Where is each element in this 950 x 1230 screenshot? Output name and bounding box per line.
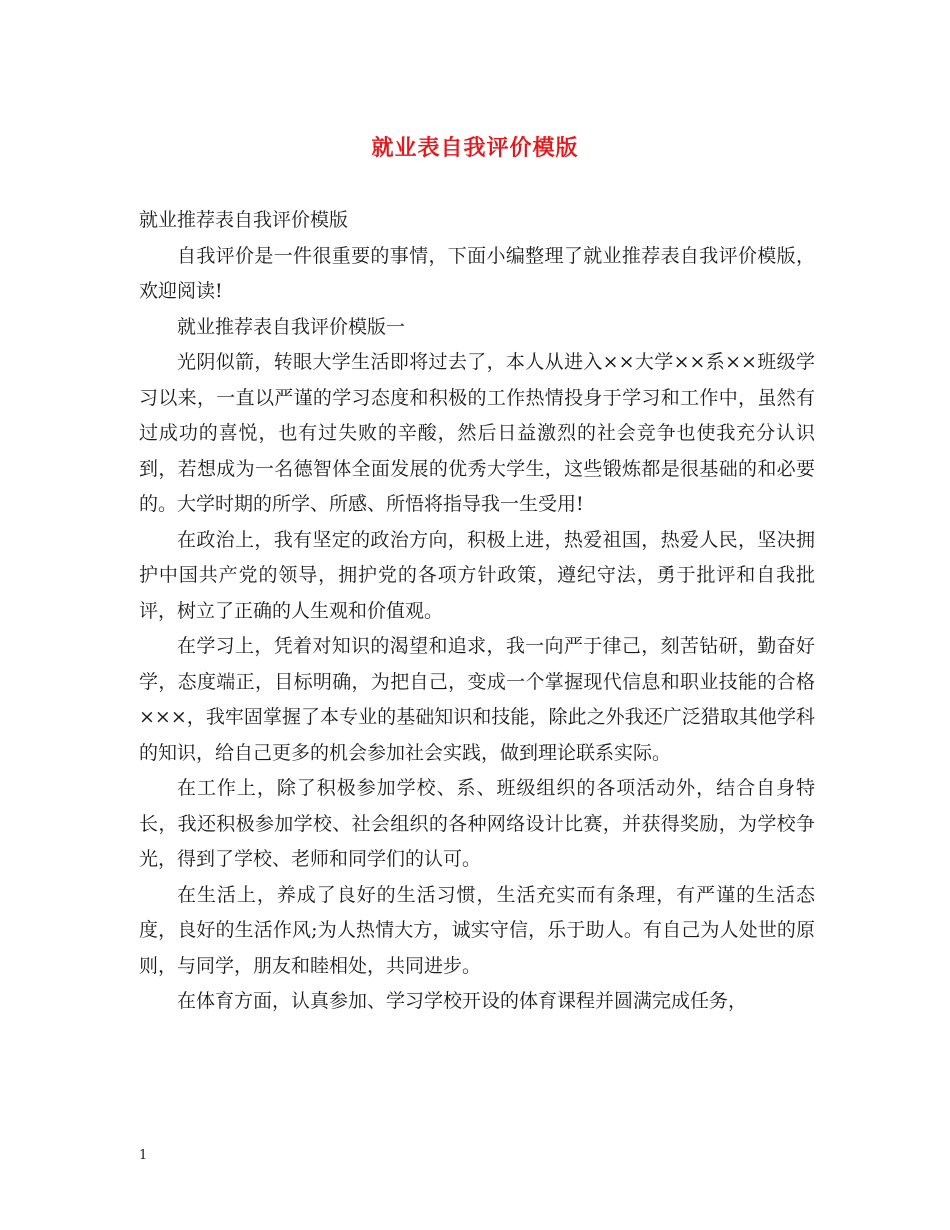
paragraph-politics: 在政治上，我有坚定的政治方向，积极上进，热爱祖国，热爱人民，坚决拥护中国共产党的领导，拥护党的各项方针政策，遵纪守法，勇于批评和自我批评，树立了正确的人生观和价值观。	[139, 528, 815, 622]
paragraph-subheading: 就业推荐表自我评价模版一	[177, 315, 406, 338]
paragraph-life: 在生活上，养成了良好的生活习惯，生活充实而有条理，有严谨的生活态度，良好的生活作风;为人热情大方，诚实守信，乐于助人。有自己为人处世的原则，与同学，朋友和睦相处，共同进步。	[139, 883, 815, 977]
paragraph-overview: 光阴似箭，转眼大学生活即将过去了，本人从进入××大学××系××班级学习以来，一直以严谨的学习态度和积极的工作热情投身于学习和工作中，虽然有过成功的喜悦，也有过失败的辛酸，然后日益激烈的社会竞争也使我充分认识到，若想成为一名德智体全面发展的优秀大学生，这些锻炼都是很基础的和必要的。大学时期的所学、所感、所悟将指导我一生受用!	[139, 351, 815, 515]
paragraph-study: 在学习上，凭着对知识的渴望和追求，我一向严于律己，刻苦钻研，勤奋好学，态度端正，目标明确，为把自己，变成一个掌握现代信息和职业技能的合格×××，我牢固掌握了本专业的基础知识和技能，除此之外我还广泛猎取其他学科的知识，给自己更多的机会参加社会实践，做到理论联系实际。	[139, 635, 815, 764]
document-body	[139, 203, 815, 1020]
document-title: 就业表自我评价模版	[371, 135, 579, 161]
paragraph-sports: 在体育方面，认真参加、学习学校开设的体育课程并圆满完成任务，	[177, 990, 748, 1012]
paragraph-work: 在工作上，除了积极参加学校、系、班级组织的各项活动外，结合自身特长，我还积极参加学校、社会组织的各种网络设计比赛，并获得奖励，为学校争光，得到了学校、老师和同学们的认可。	[139, 777, 815, 870]
page-number: 1	[139, 1148, 148, 1163]
paragraph-intro: 自我评价是一件很重要的事情，下面小编整理了就业推荐表自我评价模版，欢迎阅读!	[139, 244, 815, 302]
paragraph-heading: 就业推荐表自我评价模版	[139, 209, 349, 231]
